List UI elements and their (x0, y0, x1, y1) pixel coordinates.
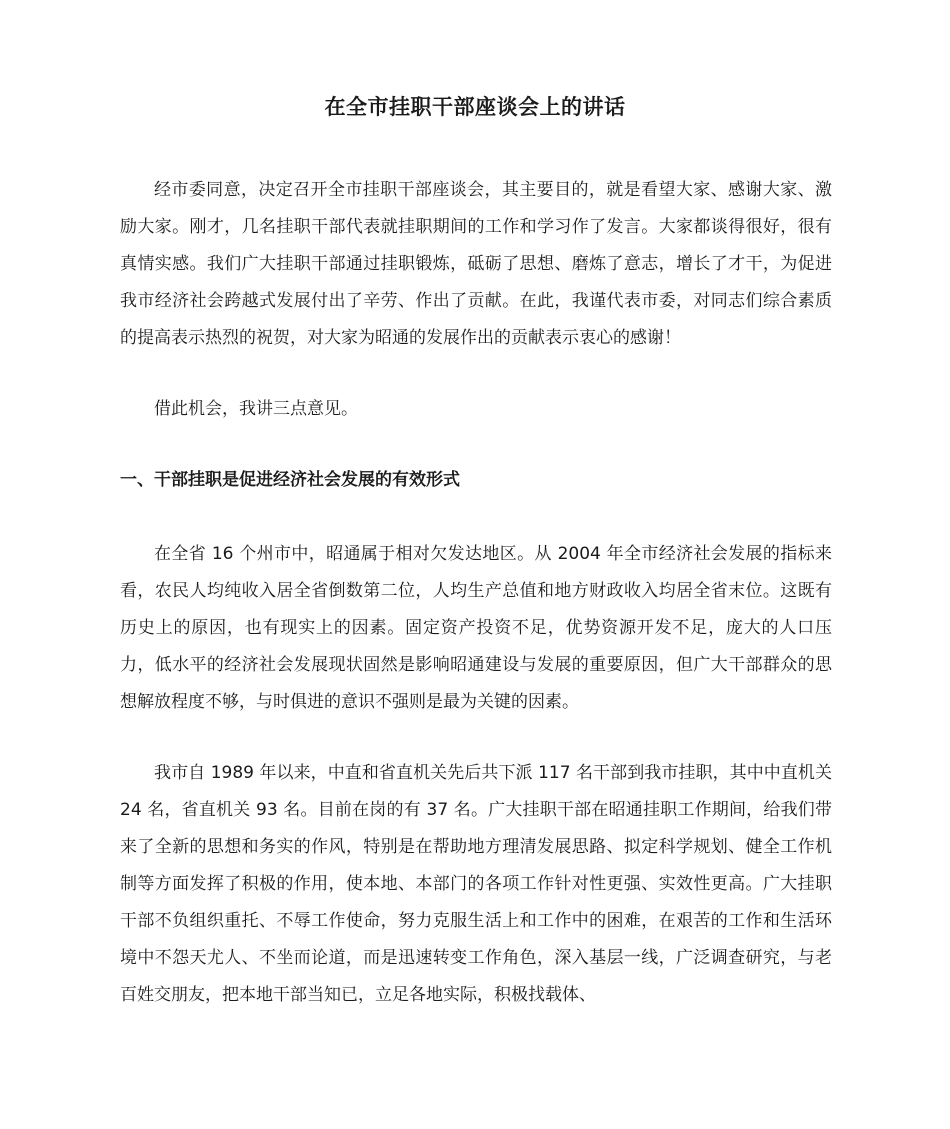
section-heading-1: 一、干部挂职是促进经济社会发展的有效形式 (120, 470, 460, 490)
paragraph-opinions: 借此机会，我讲三点意见。 (154, 399, 358, 419)
paragraph-regional-status: 在全省 16 个州市中，昭通属于相对欠发达地区。从 2004 年全市经济社会发展的指标来看，农民人均纯收入居全省倒数第二位，人均生产总值和地方财政收入均居全省末位。这既有历史上的原因，也有现实上的因素。固定资产投资不足，优势资源开发不足，庞大的人口压力，低水平的经济社会发展现状固然是影响昭通建设与发展的重要原因，但广大干部群众的思想解放程度不够，与时俱进的意识不强则是最为关键的因素。 (120, 544, 832, 712)
paragraph-intro: 经市委同意，决定召开全市挂职干部座谈会，其主要目的，就是看望大家、感谢大家、激励大家。刚才，几名挂职干部代表就挂职期间的工作和学习作了发言。大家都谈得很好，很有真情实感。我们广大挂职干部通过挂职锻炼，砥砺了思想、磨炼了意志，增长了才干，为促进我市经济社会跨越式发展付出了辛劳、作出了贡献。在此，我谨代表市委，对同志们综合素质的提高表示热烈的祝贺，对大家为昭通的发展作出的贡献表示衷心的感谢！ (120, 180, 832, 348)
paragraph-cadre-history: 我市自 1989 年以来，中直和省直机关先后共下派 117 名干部到我市挂职，其中中直机关 24 名，省直机关 93 名。目前在岗的有 37 名。广大挂职干部在昭通挂职工作期间，给我们带来了全新的思想和务实的作风，特别是在帮助地方理清发展思路、拟定科学规划、健全工作机制等方面发挥了积极的作用，使本地、本部门的各项工作针对性更强、实效性更高。广大挂职干部不负组织重托、不辱工作使命，努力克服生活上和工作中的困难，在艰苦的工作和生活环境中不怨天尤人、不坐而论道，而是迅速转变工作角色，深入基层一线，广泛调查研究，与老百姓交朋友，把本地干部当知已，立足各地实际，积极找载体、 (120, 763, 832, 1005)
document-title: 在全市挂职干部座谈会上的讲话 (324, 95, 626, 119)
